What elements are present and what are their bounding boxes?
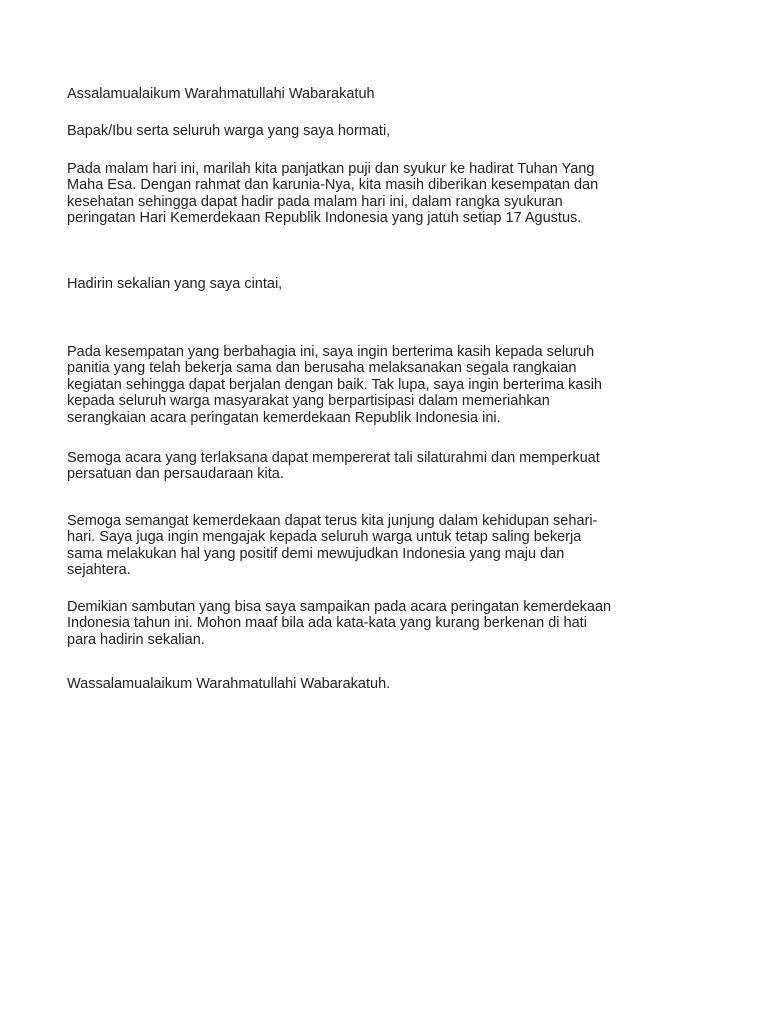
hope-paragraph: Semoga acara yang terlaksana dapat mempererat tali silaturahmi dan memperkuat persatuan dan persaudaraan kita. xyxy=(67,450,600,483)
thanks-paragraph: Pada kesempatan yang berbahagia ini, saya ingin berterima kasih kepada seluruh panitia yang telah bekerja sama dan berusaha melaksanakan segala rangkaian kegiatan sehingga dapat berjalan dengan baik. Tak lupa, saya ingin berterima kasih kepada seluruh warga masyarakat yang berpartisipasi dalam memeriahkan serangkaian acara peringatan kemerdekaan Republik Indonesia ini. xyxy=(67,344,602,426)
gratitude-paragraph: Pada malam hari ini, marilah kita panjatkan puji dan syukur ke hadirat Tuhan Yang Maha Esa. Dengan rahmat dan karunia-Nya, kita masih diberikan kesempatan dan kesehatan sehingga dapat hadir pada malam hari ini, dalam rangka syukuran peringatan Hari Kemerdekaan Republik Indonesia yang jatuh setiap 17 Agustus. xyxy=(67,161,599,227)
closing-greeting: Wassalamualaikum Warahmatullahi Wabarakatuh. xyxy=(67,676,391,692)
closing-paragraph: Demikian sambutan yang bisa saya sampaikan pada acara peringatan kemerdekaan Indonesia tahun ini. Mohon maaf bila ada kata-kata yang kurang berkenan di hati para hadirin sekalian. xyxy=(67,599,612,648)
audience-address: Bapak/Ibu serta seluruh warga yang saya hormati, xyxy=(67,123,391,139)
audience-address-second: Hadirin sekalian yang saya cintai, xyxy=(67,276,283,292)
spirit-paragraph: Semoga semangat kemerdekaan dapat terus kita junjung dalam kehidupan sehari- hari. Saya juga ingin mengajak kepada seluruh warga untuk tetap saling bekerja sama melakukan hal yang positif demi mewujudkan Indonesia yang maju dan sejahtera. xyxy=(67,513,598,579)
opening-greeting: Assalamualaikum Warahmatullahi Wabarakatuh xyxy=(67,86,375,102)
